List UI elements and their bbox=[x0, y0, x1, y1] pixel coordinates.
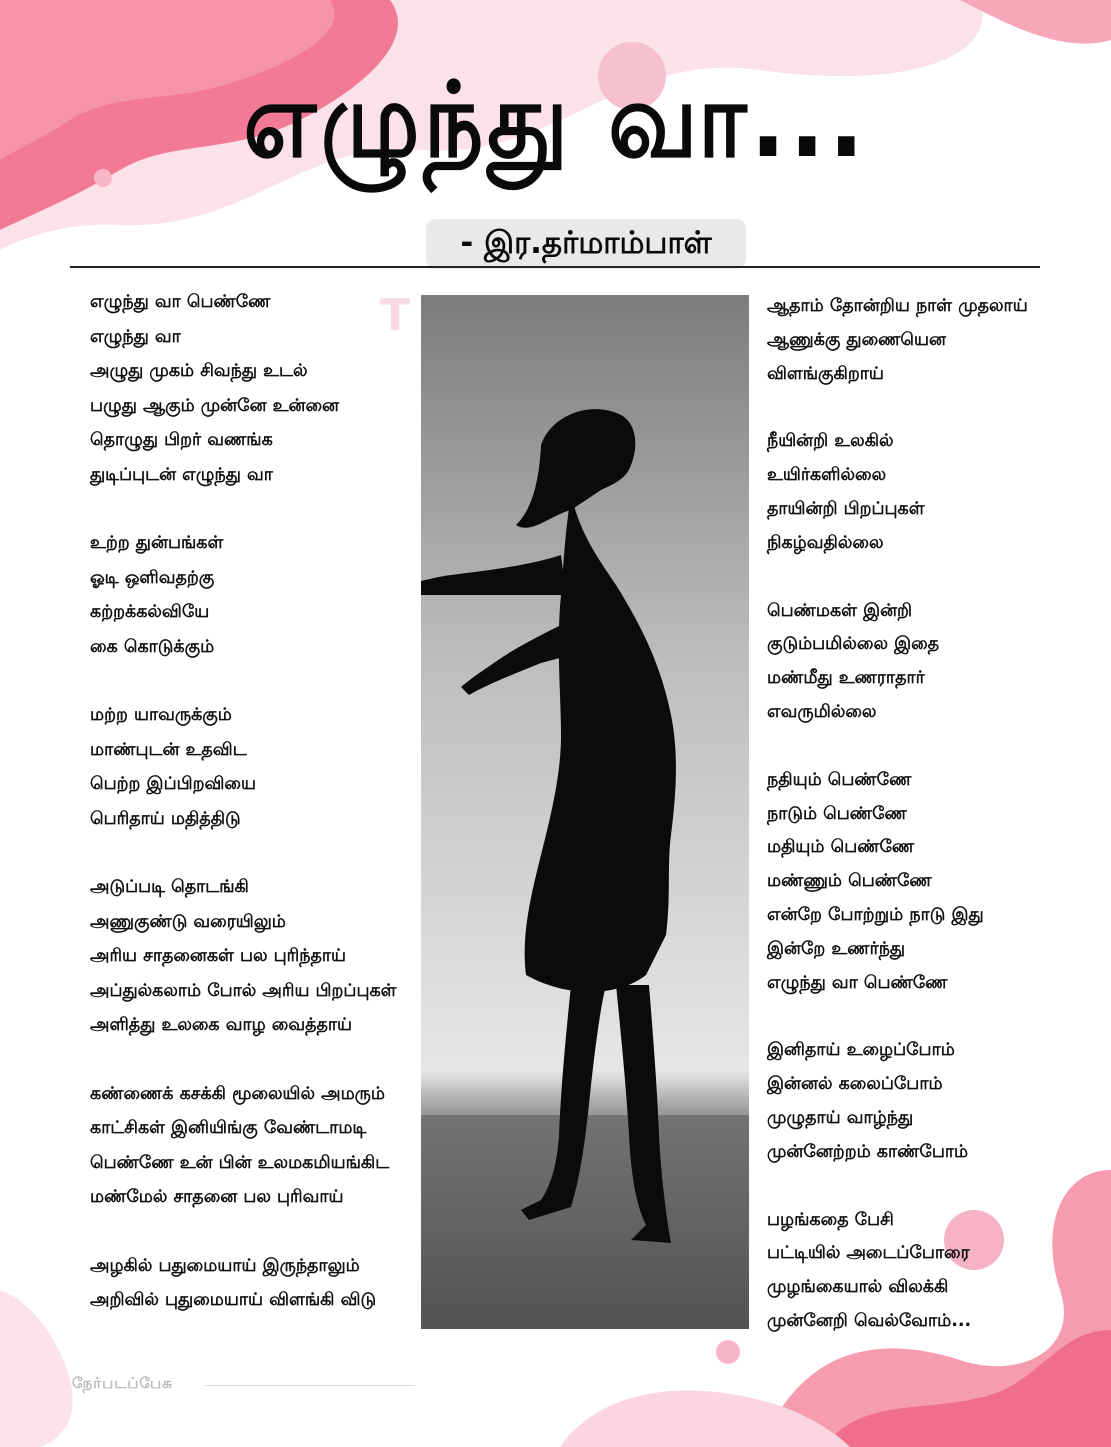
poem-line: தொழுது பிறர் வணங்க bbox=[90, 430, 273, 450]
poem-line: துடிப்புடன் எழுந்து வா bbox=[90, 464, 273, 485]
poem-line: அடுப்படி தொடங்கி bbox=[90, 877, 249, 897]
magazine-footer-label: நேர்படப்பேசு bbox=[72, 1374, 173, 1392]
poem-line: அணுகுண்டு வரையிலும் bbox=[90, 911, 286, 932]
poem-left-column bbox=[90, 285, 420, 1352]
poem-right-column bbox=[767, 290, 1057, 1373]
poem-line: எழுந்து வா பெண்ணே bbox=[90, 292, 271, 312]
poem-line: ஓடி ஒளிவதற்கு bbox=[90, 567, 215, 588]
poem-line: அழுது முகம் சிவந்து உடல் bbox=[90, 361, 308, 381]
poem-author: - இர.தர்மாம்பாள் bbox=[460, 225, 712, 261]
poem-line: முன்னேறி வெல்வோம்... bbox=[767, 1310, 972, 1331]
poem-line: எழுந்து வா bbox=[90, 326, 181, 347]
poem-line: கை கொடுக்கும் bbox=[90, 636, 215, 657]
poem-stanza bbox=[90, 526, 420, 664]
poem-stanza bbox=[90, 1077, 420, 1215]
poem-line: பட்டியில் அடைப்போரை bbox=[767, 1243, 970, 1264]
poem-line: மண்மேல் சாதனை பல புரிவாய் bbox=[90, 1187, 344, 1207]
poem-line: இன்னல் கலைப்போம் bbox=[767, 1074, 943, 1095]
poem-line: என்றே போற்றும் நாடு இது bbox=[767, 904, 984, 925]
poem-line: எவருமில்லை bbox=[767, 701, 877, 722]
poem-stanza bbox=[767, 290, 1057, 391]
poem-line: பழுது ஆகும் முன்னே உன்னை bbox=[90, 395, 340, 416]
poem-line: ஆதாம் தோன்றிய நாள் முதலாய் bbox=[767, 296, 1028, 316]
poem-line: இன்றே உணர்ந்து bbox=[767, 938, 906, 959]
poem-line: முழங்கையால் விலக்கி bbox=[767, 1277, 949, 1298]
poem-line: பெண்மகள் இன்றி bbox=[767, 600, 913, 621]
poem-stanza bbox=[90, 285, 420, 492]
poem-line: காட்சிகள் இனியிங்கு வேண்டாமடி bbox=[90, 1118, 367, 1138]
poem-stanza bbox=[767, 425, 1057, 560]
poem-line: ஆணுக்கு துணையென bbox=[767, 329, 947, 350]
poem-line: அழகில் பதுமையாய் இருந்தாலும் bbox=[90, 1255, 360, 1276]
poem-line: அளித்து உலகை வாழ வைத்தாய் bbox=[90, 1015, 353, 1035]
poem-line: பழங்கதை பேசி bbox=[767, 1209, 894, 1230]
poem-line: மதியும் பெண்ணே bbox=[767, 837, 915, 858]
poem-line: பெரிதாய் மதித்திடு bbox=[90, 808, 241, 829]
poem-line: முன்னேற்றம் காண்போம் bbox=[767, 1141, 969, 1162]
poem-line: அப்துல்கலாம் போல் அரிய பிறப்புகள் bbox=[90, 980, 397, 1001]
poem-line: நாடும் பெண்ணே bbox=[767, 803, 907, 824]
poem-line: மற்ற யாவருக்கும் bbox=[90, 705, 232, 725]
poem-line: மண்ணும் பெண்ணே bbox=[767, 871, 932, 892]
poem-line: நீயின்றி உலகில் bbox=[767, 431, 894, 452]
poem-line: அறிவில் புதுமையாய் விளங்கி விடு bbox=[90, 1290, 377, 1310]
poem-line: தாயின்றி பிறப்புகள் bbox=[767, 498, 925, 519]
poem-line: உற்ற துன்பங்கள் bbox=[90, 533, 224, 553]
header-divider bbox=[70, 266, 1040, 268]
silhouette-photo bbox=[421, 295, 749, 1329]
poem-stanza bbox=[767, 764, 1057, 1001]
poem-stanza bbox=[767, 595, 1057, 730]
poem-line: மாண்புடன் உதவிட bbox=[90, 739, 247, 760]
poem-line: கண்ணைக் கசக்கி மூலையில் அமரும் bbox=[90, 1083, 385, 1104]
poem-line: எழுந்து வா பெண்ணே bbox=[767, 972, 948, 993]
poem-stanza bbox=[767, 1034, 1057, 1169]
poem-stanza bbox=[90, 1249, 420, 1318]
poem-line: நிகழ்வதில்லை bbox=[767, 532, 884, 553]
poem-stanza bbox=[767, 1204, 1057, 1339]
bottom-left-wave bbox=[0, 1290, 73, 1447]
poem-line: அரிய சாதனைகள் பல புரிந்தாய் bbox=[90, 946, 347, 966]
poem-line: பெண்ணே உன் பின் உலமகமியங்கிட bbox=[90, 1152, 390, 1173]
poem-line: முழுதாய் வாழ்ந்து bbox=[767, 1107, 914, 1128]
poem-line: கற்றக்கல்வியே bbox=[90, 602, 210, 622]
poem-stanza bbox=[90, 698, 420, 836]
bubble bbox=[716, 1340, 740, 1364]
poem-line: மண்மீது உணராதார் bbox=[767, 668, 925, 689]
poem-line: உயிர்களில்லை bbox=[767, 465, 887, 486]
poem-stanza bbox=[90, 870, 420, 1043]
poem-line: விளங்குகிறாய் bbox=[767, 363, 884, 384]
poem-line: பெற்ற இப்பிறவியை bbox=[90, 774, 256, 794]
poem-title: எழுந்து வா... bbox=[243, 59, 868, 181]
poem-line: நதியும் பெண்ணே bbox=[767, 769, 912, 790]
poem-line: இனிதாய் உழைப்போம் bbox=[767, 1040, 955, 1061]
watermark-text: T bbox=[380, 290, 411, 341]
footer-rule bbox=[205, 1385, 415, 1386]
poem-line: குடும்பமில்லை இதை bbox=[767, 634, 940, 655]
